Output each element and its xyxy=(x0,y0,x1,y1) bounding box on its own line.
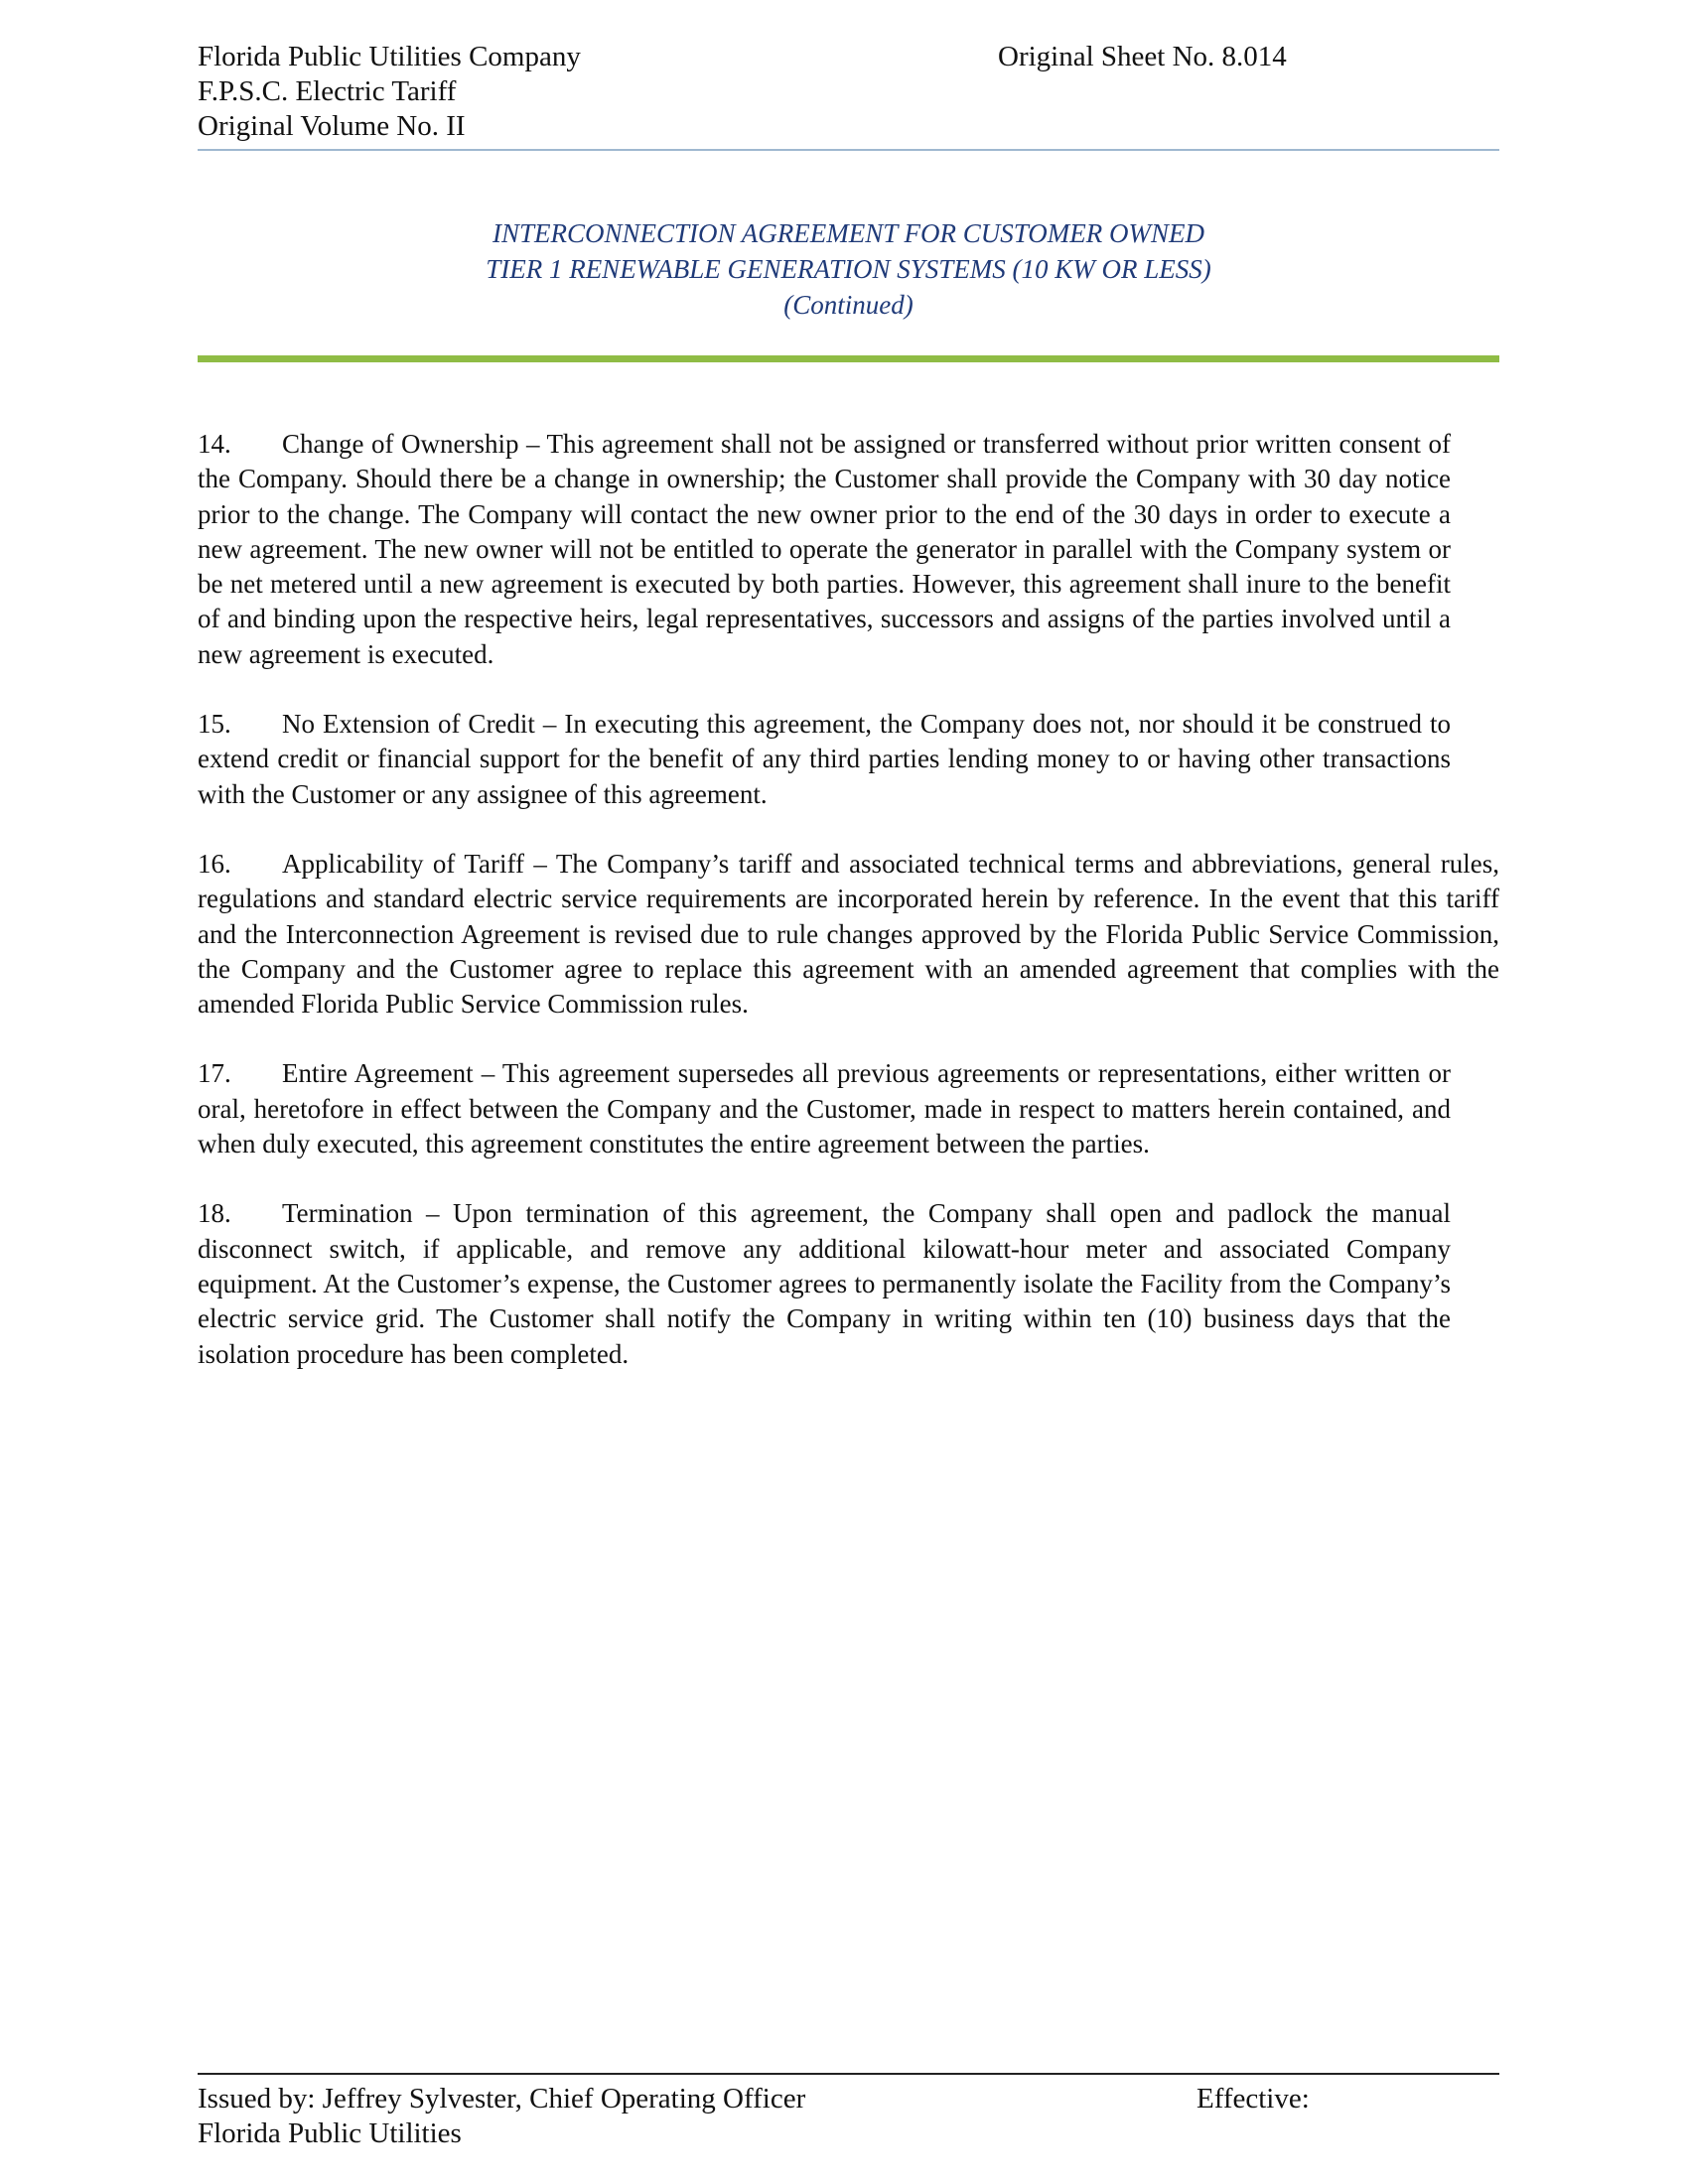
section-15 xyxy=(198,707,1451,812)
agreement-body xyxy=(198,427,1499,1407)
header-tariff: F.P.S.C. Electric Tariff xyxy=(198,75,457,107)
footer-company: Florida Public Utilities xyxy=(198,2117,462,2149)
title-line-1: INTERCONNECTION AGREEMENT FOR CUSTOMER OWNED xyxy=(492,218,1205,248)
section-text: Termination – Upon termination of this agreement, the Company shall open and padlock the manual disconnect switch, if applicable, and remove any additional kilowatt-hour meter and associated Company equipment. At the Customer’s expense, the Customer agrees to permanently isolate the Facility from the Company’s electric service grid. The Customer shall notify the Company in writing within ten (10) business days that the isolation procedure has been completed. xyxy=(198,1198,1451,1369)
section-number: 17. xyxy=(198,1058,231,1089)
footer-left xyxy=(198,2082,805,2151)
section-text: Change of Ownership – This agreement shall not be assigned or transferred without prior written consent of the Company. Should there be a change in ownership; the Customer shall provide the Company with 30 day notice prior to the change. The Company will contact the new owner prior to the end of the 30 days in order to execute a new agreement. The new owner will not be entitled to operate the generator in parallel with the Company system or be net metered until a new agreement is executed by both parties. However, this agreement shall inure to the benefit of and binding upon the respective heirs, legal representatives, successors and assigns of the parties involved until a new agreement is executed. xyxy=(198,429,1451,669)
document-title xyxy=(198,215,1499,323)
section-number: 14. xyxy=(198,429,231,459)
section-number: 16. xyxy=(198,848,231,879)
header-sheet-number: Original Sheet No. 8.014 xyxy=(998,41,1287,72)
footer-effective: Effective: xyxy=(1196,2083,1310,2115)
section-17 xyxy=(198,1056,1451,1161)
title-line-2: TIER 1 RENEWABLE GENERATION SYSTEMS (10 KW OR LESS) xyxy=(486,254,1211,284)
section-text: No Extension of Credit – In executing this agreement, the Company does not, nor should it be construed to extend credit or financial support for the benefit of any third parties lending money to or having other transactions with the Customer or any assignee of this agreement. xyxy=(198,709,1451,809)
title-divider xyxy=(198,355,1499,362)
footer-divider xyxy=(198,2073,1499,2075)
section-number: 15. xyxy=(198,709,231,740)
footer-issued-by: Issued by: Jeffrey Sylvester, Chief Operating Officer xyxy=(198,2083,806,2115)
section-number: 18. xyxy=(198,1198,231,1229)
header-left xyxy=(198,40,581,144)
section-16 xyxy=(198,847,1499,1022)
section-text: Applicability of Tariff – The Company’s tariff and associated technical terms and abbreviations, general rules, regulations and standard electric service requirements are incorporated herein by reference. In the event that this tariff and the Interconnection Agreement is revised due to rule changes approved by the Florida Public Service Commission, the Company and the Customer agree to replace this agreement with an amended agreement that complies with the amended Florida Public Service Commission rules. xyxy=(198,848,1499,1020)
section-text: Entire Agreement – This agreement supersedes all previous agreements or representations, either written or oral, heretofore in effect between the Company and the Customer, made in respect to matters herein contained, and when duly executed, this agreement constitutes the entire agreement between the parties. xyxy=(198,1058,1451,1160)
title-line-3: (Continued) xyxy=(783,290,914,320)
section-18 xyxy=(198,1196,1451,1371)
header-divider xyxy=(198,149,1499,151)
header-company: Florida Public Utilities Company xyxy=(198,41,581,72)
header-volume: Original Volume No. II xyxy=(198,110,466,142)
section-14 xyxy=(198,427,1451,672)
